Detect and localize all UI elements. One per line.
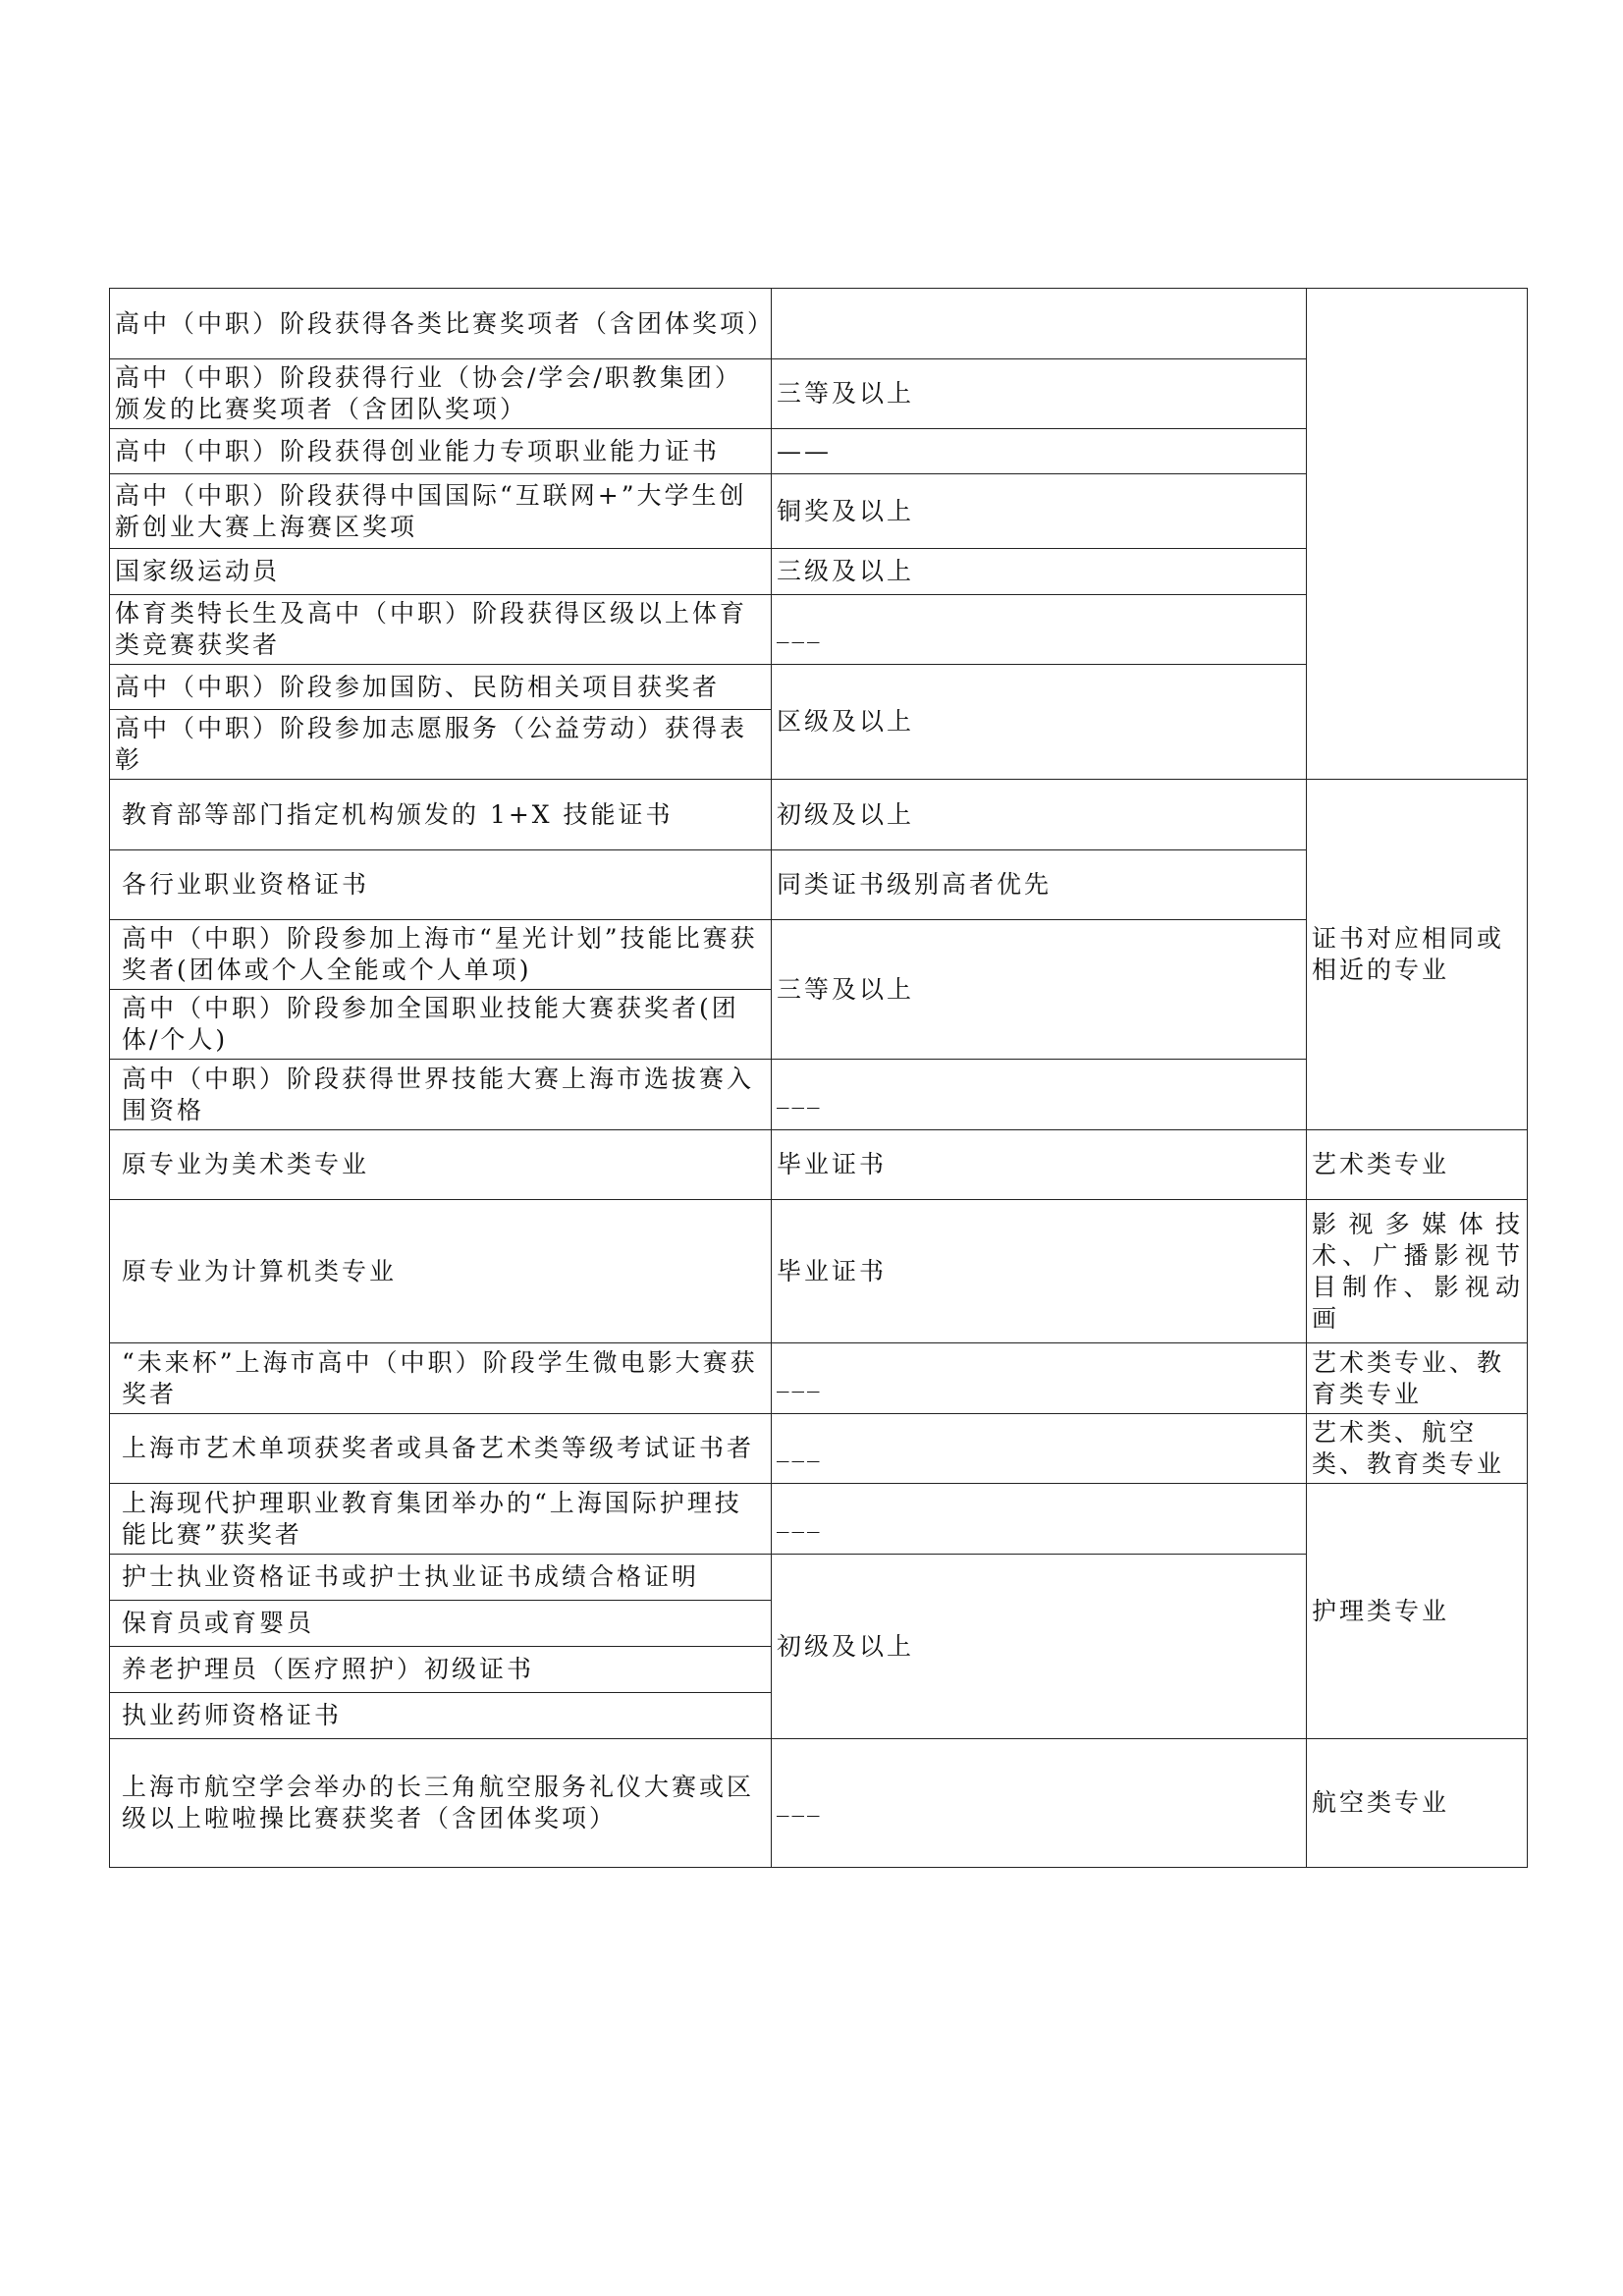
requirement-cell: 毕业证书: [772, 1130, 1307, 1200]
requirement-cell: ___: [772, 595, 1307, 665]
requirement-cell: ___: [772, 1343, 1307, 1414]
item-cell: 教育部等部门指定机构颁发的 1+X 技能证书: [110, 780, 772, 850]
requirement-cell: 三等及以上: [772, 920, 1307, 1060]
major-cell: 影视多媒体技术、广播影视节目制作、影视动画: [1307, 1200, 1528, 1343]
table-row: [110, 1200, 1528, 1343]
requirement-cell: [772, 289, 1307, 359]
item-cell: 体育类特长生及高中（中职）阶段获得区级以上体育类竞赛获奖者: [110, 595, 772, 665]
requirement-cell: ——: [772, 429, 1307, 474]
item-cell: 上海市航空学会举办的长三角航空服务礼仪大赛或区级以上啦啦操比赛获奖者（含团体奖项）: [110, 1739, 772, 1868]
requirements-table: [109, 288, 1528, 1868]
item-cell: 高中（中职）阶段获得中国国际“互联网+”大学生创新创业大赛上海赛区奖项: [110, 474, 772, 549]
item-cell: 高中（中职）阶段参加志愿服务（公益劳动）获得表彰: [110, 710, 772, 780]
item-cell: 高中（中职）阶段获得世界技能大赛上海市选拔赛入围资格: [110, 1060, 772, 1130]
requirement-cell: 初级及以上: [772, 1555, 1307, 1739]
table-row: [110, 780, 1528, 850]
item-cell: 保育员或育婴员: [110, 1601, 772, 1647]
item-cell: 高中（中职）阶段获得各类比赛奖项者（含团体奖项）: [110, 289, 772, 359]
requirement-cell: ___: [772, 1060, 1307, 1130]
item-cell: 上海现代护理职业教育集团举办的“上海国际护理技能比赛”获奖者: [110, 1484, 772, 1555]
item-cell: 国家级运动员: [110, 549, 772, 595]
item-cell: 养老护理员（医疗照护）初级证书: [110, 1647, 772, 1693]
major-cell: 艺术类专业、教育类专业: [1307, 1343, 1528, 1414]
requirement-cell: 初级及以上: [772, 780, 1307, 850]
major-cell: 艺术类专业: [1307, 1130, 1528, 1200]
requirement-cell: 同类证书级别高者优先: [772, 850, 1307, 920]
table-row: [110, 1130, 1528, 1200]
requirement-cell: 铜奖及以上: [772, 474, 1307, 549]
item-cell: 高中（中职）阶段参加上海市“星光计划”技能比赛获奖者(团体或个人全能或个人单项): [110, 920, 772, 990]
item-cell: 执业药师资格证书: [110, 1693, 772, 1739]
major-cell: 证书对应相同或相近的专业: [1307, 780, 1528, 1130]
table-row: [110, 1484, 1528, 1555]
major-cell: 航空类专业: [1307, 1739, 1528, 1868]
requirement-cell: 三级及以上: [772, 549, 1307, 595]
table-row: [110, 1414, 1528, 1484]
table-row: [110, 289, 1528, 359]
table-row: [110, 1343, 1528, 1414]
item-cell: 上海市艺术单项获奖者或具备艺术类等级考试证书者: [110, 1414, 772, 1484]
requirement-cell: ___: [772, 1414, 1307, 1484]
item-cell: 护士执业资格证书或护士执业证书成绩合格证明: [110, 1555, 772, 1601]
item-cell: 原专业为计算机类专业: [110, 1200, 772, 1343]
item-cell: “未来杯”上海市高中（中职）阶段学生微电影大赛获奖者: [110, 1343, 772, 1414]
requirement-cell: 三等及以上: [772, 359, 1307, 429]
requirement-cell: 毕业证书: [772, 1200, 1307, 1343]
requirement-cell: ___: [772, 1484, 1307, 1555]
requirement-cell: 区级及以上: [772, 665, 1307, 780]
item-cell: 高中（中职）阶段参加全国职业技能大赛获奖者(团体/个人): [110, 990, 772, 1060]
item-cell: 高中（中职）阶段参加国防、民防相关项目获奖者: [110, 665, 772, 710]
item-cell: 原专业为美术类专业: [110, 1130, 772, 1200]
major-cell: 护理类专业: [1307, 1484, 1528, 1739]
major-cell: 艺术类、航空类、教育类专业: [1307, 1414, 1528, 1484]
item-cell: 高中（中职）阶段获得创业能力专项职业能力证书: [110, 429, 772, 474]
item-cell: 高中（中职）阶段获得行业（协会/学会/职教集团）颁发的比赛奖项者（含团队奖项）: [110, 359, 772, 429]
item-cell: 各行业职业资格证书: [110, 850, 772, 920]
major-cell: [1307, 289, 1528, 780]
table-row: [110, 1739, 1528, 1868]
requirement-cell: ___: [772, 1739, 1307, 1868]
